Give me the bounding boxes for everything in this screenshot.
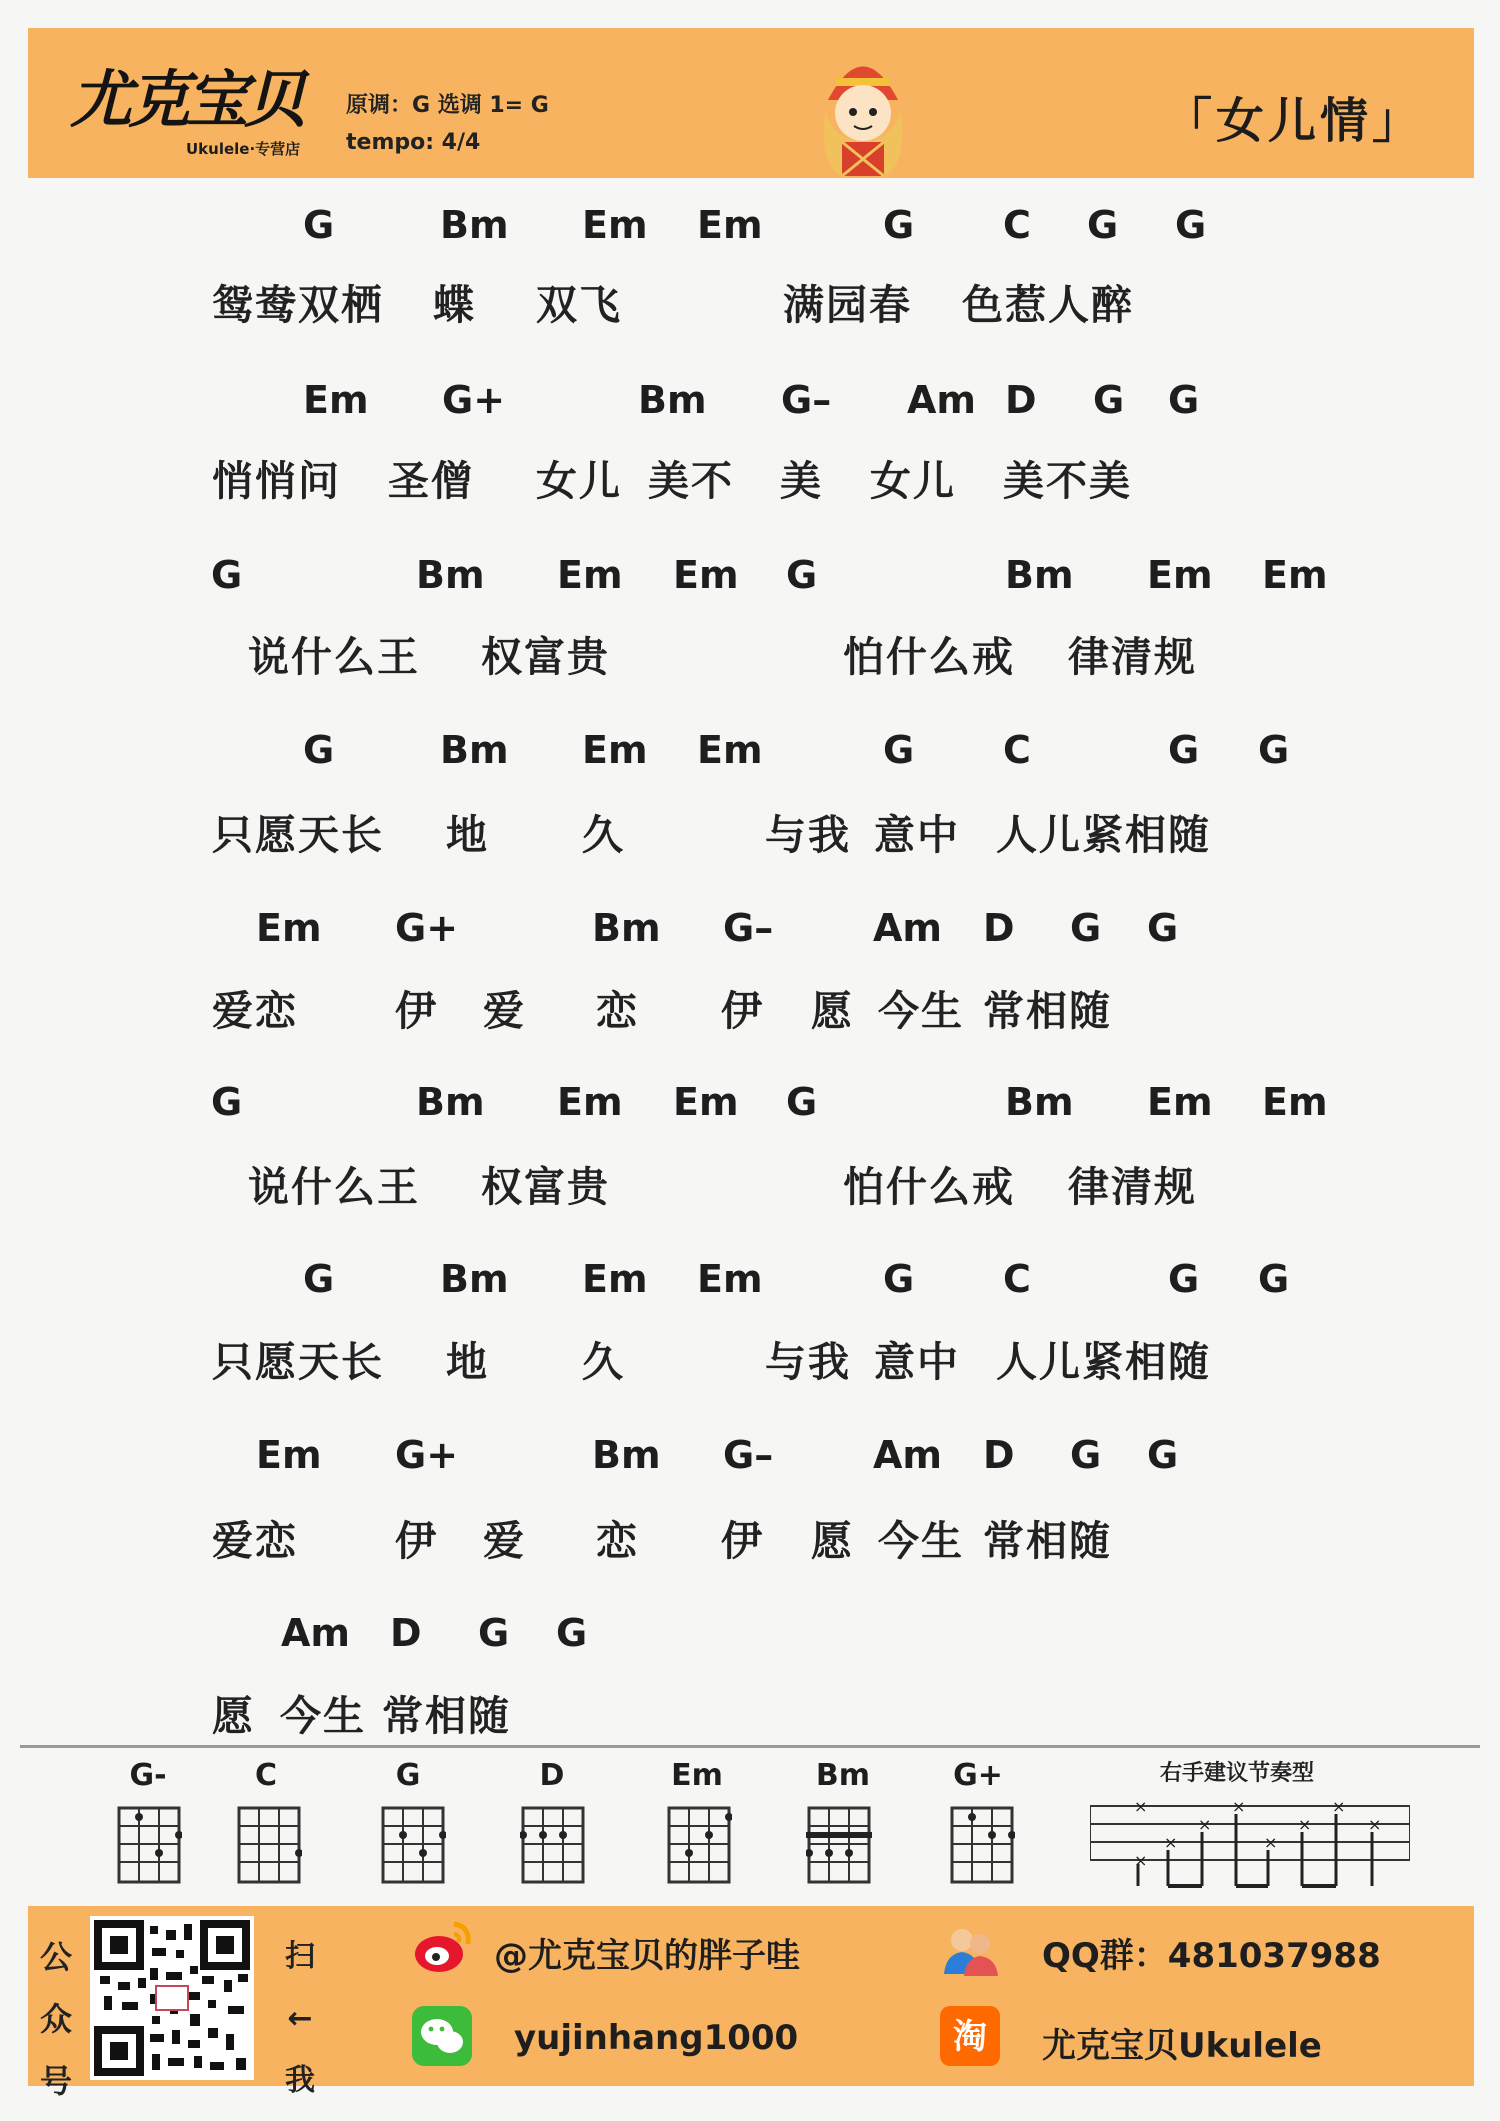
logo-subtitle: Ukulele·专营店 bbox=[186, 140, 301, 158]
chord: C bbox=[1003, 728, 1031, 772]
lyric: 地 bbox=[446, 1338, 489, 1386]
chord: Em bbox=[697, 1257, 763, 1301]
chord: G bbox=[478, 1611, 510, 1655]
svg-text:×: × bbox=[1232, 1797, 1246, 1816]
chord: G bbox=[1258, 1257, 1290, 1301]
lyric: 意中 bbox=[874, 1338, 960, 1386]
lyric: 爱 bbox=[483, 987, 526, 1035]
chord: G bbox=[303, 728, 335, 772]
lyric: 愿 bbox=[811, 987, 854, 1035]
lyric: 恋 bbox=[596, 987, 639, 1035]
qq-group-number[interactable]: QQ群：481037988 bbox=[1042, 1936, 1381, 1976]
strum-pattern bbox=[1090, 1790, 1410, 1890]
chord-diagram-g-minus bbox=[116, 1805, 182, 1885]
wechat-icon bbox=[412, 2006, 472, 2066]
lyric: 恋 bbox=[596, 1517, 639, 1565]
chord: Bm bbox=[416, 553, 485, 597]
lyric: 愿 bbox=[811, 1517, 854, 1565]
chord: Am bbox=[907, 378, 977, 422]
chord: G bbox=[1070, 1433, 1102, 1477]
key-info: 原调：G 选调 1= G bbox=[346, 93, 549, 118]
lyric: 只愿天长 bbox=[212, 1338, 384, 1386]
chord: Em bbox=[697, 203, 763, 247]
lyric: 伊 bbox=[395, 1517, 438, 1565]
lyric: 女儿 bbox=[536, 457, 622, 505]
chord: Bm bbox=[440, 728, 509, 772]
chord: Em bbox=[303, 378, 369, 422]
chord: G bbox=[883, 1257, 915, 1301]
lyric: 怕什么戒 bbox=[843, 1163, 1015, 1211]
chord: G bbox=[303, 1257, 335, 1301]
lyric: 说什么王 bbox=[248, 1163, 420, 1211]
header-banner bbox=[28, 28, 1474, 178]
chord: G bbox=[303, 203, 335, 247]
chord: Bm bbox=[440, 1257, 509, 1301]
footer-banner bbox=[28, 1906, 1474, 2100]
chord: Am bbox=[281, 1611, 351, 1655]
chord: D bbox=[983, 906, 1015, 950]
lyric: 久 bbox=[582, 811, 625, 859]
chord: C bbox=[1003, 203, 1031, 247]
lyric: 美 bbox=[780, 457, 823, 505]
lyric: 爱恋 bbox=[212, 987, 298, 1035]
chord: G– bbox=[781, 378, 832, 422]
chord: Em bbox=[256, 906, 322, 950]
chord-diagram-bm bbox=[806, 1805, 872, 1885]
chord: G bbox=[1147, 906, 1179, 950]
chord: Em bbox=[256, 1433, 322, 1477]
chord: G bbox=[211, 1080, 243, 1124]
lyric: 爱 bbox=[483, 1517, 526, 1565]
lyric: 意中 bbox=[874, 811, 960, 859]
chord: Em bbox=[1262, 553, 1328, 597]
tempo-info: tempo: 4/4 bbox=[346, 130, 481, 155]
chord-diagram-em bbox=[666, 1805, 732, 1885]
svg-text:×: × bbox=[1332, 1797, 1346, 1816]
chord: G bbox=[1093, 378, 1125, 422]
lyric: 人儿紧相随 bbox=[996, 811, 1211, 859]
chord: Em bbox=[673, 553, 739, 597]
lyric: 爱恋 bbox=[212, 1517, 298, 1565]
lyric: 今生 bbox=[280, 1692, 366, 1740]
chord: Am bbox=[873, 906, 943, 950]
chord: G bbox=[1070, 906, 1102, 950]
lyric: 色惹人醉 bbox=[962, 281, 1134, 329]
lyric: 圣僧 bbox=[388, 457, 474, 505]
chord: G bbox=[1087, 203, 1119, 247]
chord: Bm bbox=[592, 906, 661, 950]
divider-line bbox=[20, 1745, 1480, 1748]
wechat-id[interactable]: yujinhang1000 bbox=[514, 2018, 799, 2058]
svg-text:×: × bbox=[1134, 1797, 1148, 1816]
qq-group-icon bbox=[940, 1920, 1000, 1980]
chord: G+ bbox=[442, 378, 506, 422]
weibo-handle[interactable]: @尤克宝贝的胖子哇 bbox=[494, 1936, 800, 1976]
chord: G bbox=[1168, 1257, 1200, 1301]
taobao-shop-name[interactable]: 尤克宝贝Ukulele bbox=[1042, 2026, 1322, 2066]
lyric: 律清规 bbox=[1068, 1163, 1197, 1211]
chord-diagram-label: D bbox=[539, 1758, 565, 1793]
mascot-icon bbox=[798, 38, 928, 178]
lyric: 蝶 bbox=[433, 281, 476, 329]
scan-me-label: 扫 ← 我 bbox=[285, 1939, 315, 2098]
chord: Bm bbox=[1005, 553, 1074, 597]
chord-diagram-label: G+ bbox=[953, 1758, 1003, 1793]
chord: Bm bbox=[1005, 1080, 1074, 1124]
chord: Bm bbox=[592, 1433, 661, 1477]
lyric: 愿 bbox=[212, 1692, 255, 1740]
lyric: 美不 bbox=[648, 457, 734, 505]
chord: Em bbox=[1262, 1080, 1328, 1124]
song-title: 「女儿情」 bbox=[1163, 93, 1424, 149]
chord: G bbox=[1175, 203, 1207, 247]
chord: Em bbox=[1147, 1080, 1213, 1124]
chord: Bm bbox=[440, 203, 509, 247]
chord: G bbox=[1168, 728, 1200, 772]
brand-logo bbox=[50, 46, 350, 166]
lyric: 悄悄问 bbox=[212, 457, 341, 505]
qr-code-icon[interactable] bbox=[90, 1916, 254, 2080]
chord: G– bbox=[723, 906, 774, 950]
chord: Em bbox=[673, 1080, 739, 1124]
chord: G bbox=[1258, 728, 1290, 772]
chord: D bbox=[390, 1611, 422, 1655]
official-account-label: 公 众 号 bbox=[39, 1938, 72, 2100]
strum-pattern-title: 右手建议节奏型 bbox=[1160, 1761, 1315, 1786]
lyric: 久 bbox=[582, 1338, 625, 1386]
svg-text:×: × bbox=[1298, 1815, 1312, 1834]
chord: Am bbox=[873, 1433, 943, 1477]
chord-diagram-label: Em bbox=[671, 1758, 723, 1793]
lyric: 今生 bbox=[878, 987, 964, 1035]
svg-text:×: × bbox=[1368, 1815, 1382, 1834]
chord: Em bbox=[582, 728, 648, 772]
chord-diagram-g bbox=[380, 1805, 446, 1885]
lyric: 常相随 bbox=[983, 987, 1112, 1035]
lyric: 伊 bbox=[721, 987, 764, 1035]
lyric: 伊 bbox=[395, 987, 438, 1035]
lyric: 人儿紧相随 bbox=[996, 1338, 1211, 1386]
lyric: 女儿 bbox=[870, 457, 956, 505]
chord: G bbox=[883, 203, 915, 247]
svg-text:淘: 淘 bbox=[953, 2017, 987, 2057]
lyric: 今生 bbox=[878, 1517, 964, 1565]
chord: Em bbox=[1147, 553, 1213, 597]
weibo-icon bbox=[412, 1918, 472, 1978]
lyric: 权富贵 bbox=[481, 633, 610, 681]
chord: G bbox=[786, 553, 818, 597]
chord: Em bbox=[557, 553, 623, 597]
svg-text:×: × bbox=[1264, 1833, 1278, 1852]
chord: D bbox=[1005, 378, 1037, 422]
chord: Bm bbox=[638, 378, 707, 422]
lyric: 伊 bbox=[721, 1517, 764, 1565]
chord: G+ bbox=[395, 906, 459, 950]
chord: G bbox=[1168, 378, 1200, 422]
chord: C bbox=[1003, 1257, 1031, 1301]
chord-diagram-d bbox=[520, 1805, 586, 1885]
chord: G bbox=[1147, 1433, 1179, 1477]
lyric: 地 bbox=[446, 811, 489, 859]
lyric: 满园春 bbox=[783, 281, 912, 329]
svg-text:×: × bbox=[1164, 1833, 1178, 1852]
chord-diagram-label: Bm bbox=[815, 1758, 871, 1793]
taobao-icon bbox=[940, 2006, 1000, 2066]
chord-diagram-label: G- bbox=[129, 1758, 167, 1793]
chord: Bm bbox=[416, 1080, 485, 1124]
lyric: 美不美 bbox=[1003, 457, 1132, 505]
chord: G bbox=[786, 1080, 818, 1124]
chord-diagram-c bbox=[236, 1805, 302, 1885]
chord: G+ bbox=[395, 1433, 459, 1477]
svg-text:×: × bbox=[1134, 1851, 1148, 1870]
lyric: 律清规 bbox=[1068, 633, 1197, 681]
svg-text:×: × bbox=[1198, 1815, 1212, 1834]
chord-diagram-label: C bbox=[254, 1758, 278, 1793]
lyric: 与我 bbox=[765, 1338, 851, 1386]
chord: G bbox=[211, 553, 243, 597]
lyric: 与我 bbox=[765, 811, 851, 859]
logo-text: 尤克宝贝 bbox=[70, 63, 303, 136]
chord: Em bbox=[697, 728, 763, 772]
chord: Em bbox=[582, 203, 648, 247]
lyric: 常相随 bbox=[983, 1517, 1112, 1565]
lyric: 怕什么戒 bbox=[843, 633, 1015, 681]
chord-diagram-g-plus bbox=[949, 1805, 1015, 1885]
chord: G– bbox=[723, 1433, 774, 1477]
lyric: 权富贵 bbox=[481, 1163, 610, 1211]
lyric: 常相随 bbox=[382, 1692, 511, 1740]
lyric: 鸳鸯双栖 bbox=[212, 281, 384, 329]
chord: D bbox=[983, 1433, 1015, 1477]
lyric: 说什么王 bbox=[248, 633, 420, 681]
lyric: 只愿天长 bbox=[212, 811, 384, 859]
chord: Em bbox=[557, 1080, 623, 1124]
chord-diagram-label: G bbox=[395, 1758, 421, 1793]
chord: G bbox=[556, 1611, 588, 1655]
chord: G bbox=[883, 728, 915, 772]
chord: Em bbox=[582, 1257, 648, 1301]
lyric: 双飞 bbox=[536, 281, 622, 329]
